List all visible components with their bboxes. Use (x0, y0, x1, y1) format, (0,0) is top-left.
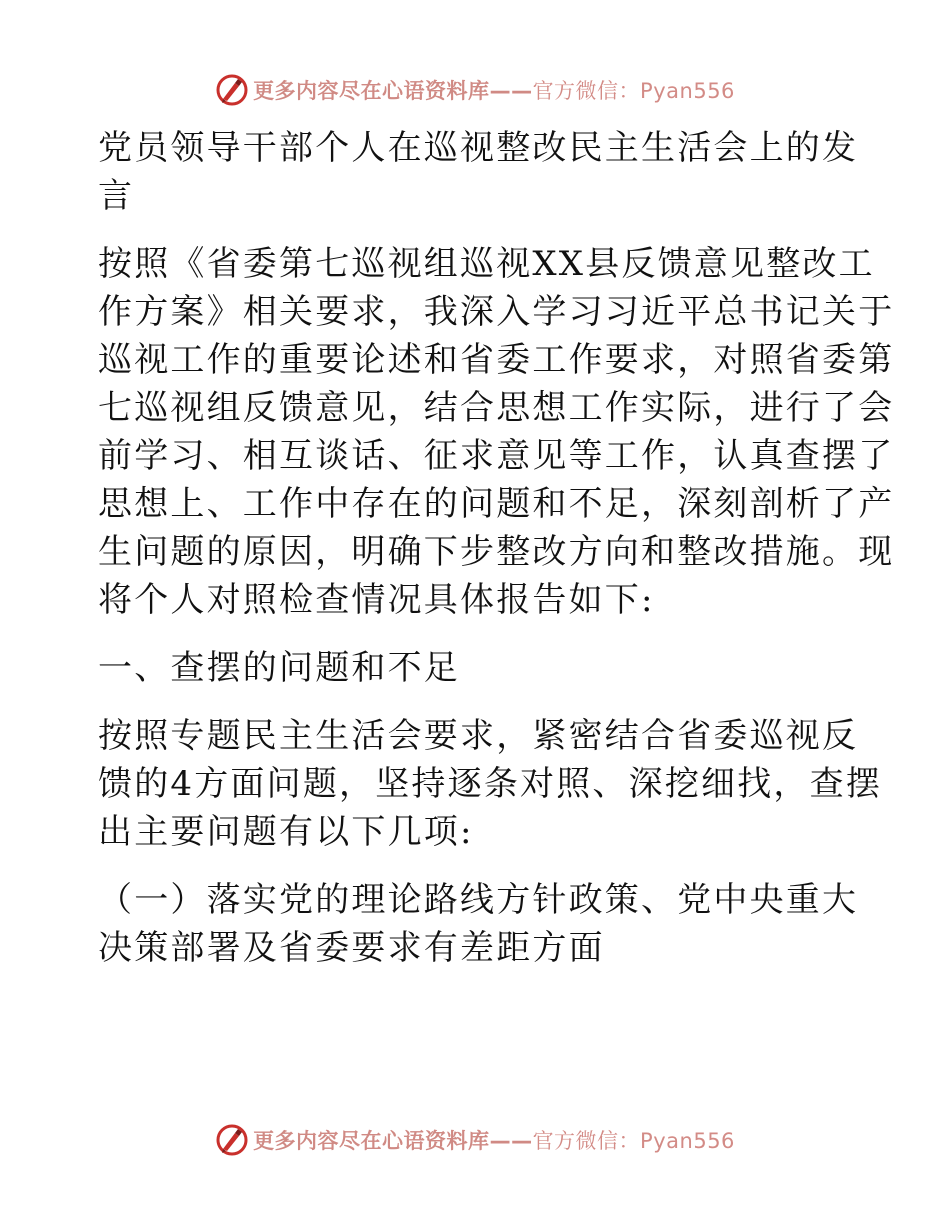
watermark-contact: 官方微信：Pyan556 (532, 1129, 735, 1153)
paragraph-line: 七巡视组反馈意见，结合思想工作实际，进行了会 (98, 388, 895, 428)
paragraph-line: 生问题的原因，明确下步整改方向和整改措施。现 (98, 532, 895, 572)
watermark-contact: 官方微信：Pyan556 (532, 79, 735, 103)
pen-logo-icon (215, 1123, 249, 1157)
paragraph-line: 按照专题民主生活会要求，紧密结合省委巡视反 (98, 716, 859, 756)
watermark-banner-bottom (0, 1120, 950, 1160)
title-line: 言 (98, 176, 135, 216)
subsection-heading-line: （一）落实党的理论路线方针政策、党中央重大 (98, 880, 859, 920)
watermark-dash: —— (489, 1129, 533, 1153)
title-line: 党员领导干部个人在巡视整改民主生活会上的发 (98, 128, 859, 168)
paragraph-line: 出主要问题有以下几项: (98, 812, 474, 852)
paragraph-line: 将个人对照检查情况具体报告如下: (98, 580, 655, 620)
paragraph-line: 按照《省委第七巡视组巡视XX县反馈意见整改工 (98, 244, 875, 284)
subsection-heading-line: 决策部署及省委要求有差距方面 (98, 928, 605, 968)
document-title (98, 124, 858, 220)
section1-paragraph (98, 712, 883, 856)
watermark-banner-top (0, 70, 950, 110)
paragraph-line: 作方案》相关要求，我深入学习习近平总书记关于 (98, 292, 895, 332)
watermark-brand: 更多内容尽在心语资料库 (253, 79, 490, 103)
watermark-brand: 更多内容尽在心语资料库 (253, 1129, 490, 1153)
intro-paragraph (98, 240, 895, 624)
watermark-text (253, 1125, 735, 1155)
watermark-text (253, 75, 735, 105)
watermark-dash: —— (489, 79, 533, 103)
pen-logo-icon (215, 73, 249, 107)
section-heading-text: 一、查摆的问题和不足 (98, 648, 460, 688)
paragraph-line: 前学习、相互谈话、征求意见等工作，认真查摆了 (98, 436, 895, 476)
document-body (98, 124, 895, 992)
paragraph-line: 馈的4方面问题，坚持逐条对照、深挖细找，查摆 (98, 764, 883, 804)
paragraph-line: 巡视工作的重要论述和省委工作要求，对照省委第 (98, 340, 895, 380)
section-heading (98, 644, 858, 692)
subsection-heading (98, 876, 858, 972)
paragraph-line: 思想上、工作中存在的问题和不足，深刻剖析了产 (98, 484, 895, 524)
